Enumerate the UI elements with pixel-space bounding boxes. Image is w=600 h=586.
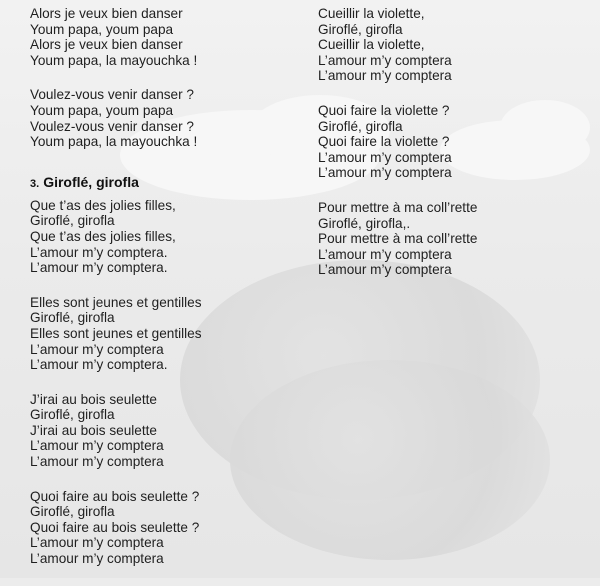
lyric-line: L’amour m’y comptera [318,149,452,165]
lyric-line: L’amour m’y comptera [318,68,452,84]
lyric-line: Giroflé, girofla [30,407,115,423]
lyric-line: L’amour m’y comptera [318,165,452,181]
lyric-line: Giroflé, girofla [30,310,115,326]
right-column [318,6,588,297]
lyric-line: Pour mettre à ma coll’rette [318,199,478,215]
lyric-line: Giroflé, girofla [30,504,115,520]
lyric-line: Quoi faire au bois seulette ? [30,519,200,535]
stanza [30,87,300,149]
lyric-line: Voulez-vous venir danser ? [30,87,194,103]
left-column [30,6,300,586]
lyric-line: L’amour m’y comptera [30,438,164,454]
lyric-line: Youm papa, la mayouchka ! [30,134,198,150]
lyric-line: Quoi faire la violette ? [318,134,450,150]
stanza [318,200,588,278]
lyric-line: Youm papa, youm papa [30,102,174,118]
stanza [318,103,588,181]
lyric-line: Alors je veux bien danser [30,37,183,53]
lyric-line: L’amour m’y comptera. [30,357,168,373]
lyric-line: Giroflé, girofla [318,21,403,37]
stanza [318,6,588,84]
song-heading [30,174,300,192]
lyric-line: Cueillir la violette, [318,37,425,53]
lyric-line: L’amour m’y comptera [30,454,164,470]
lyric-line: J’irai au bois seulette [30,422,157,438]
stanza [30,489,300,567]
lyric-line: L’amour m’y comptera. [30,260,168,276]
lyric-line: L’amour m’y comptera. [30,244,168,260]
lyric-line: Giroflé, girofla,. [318,215,411,231]
lyric-line: L’amour m’y comptera [30,341,164,357]
lyric-line: Youm papa, la mayouchka ! [30,52,198,68]
lyric-line: L’amour m’y comptera [30,551,164,567]
lyric-line: Que t’as des jolies filles, [30,228,176,244]
stanza [30,295,300,373]
song-title: Giroflé, girofla [43,173,139,190]
song-number: 3. [30,177,40,190]
lyric-line: Pour mettre à ma coll’rette [318,231,478,247]
lyric-line: Elles sont jeunes et gentilles [30,294,202,310]
lyric-line: Giroflé, girofla [318,118,403,134]
stanza [30,198,300,276]
stanza [30,6,300,68]
lyric-line: L’amour m’y comptera [318,262,452,278]
lyric-line: L’amour m’y comptera [30,535,164,551]
lyric-line: L’amour m’y comptera [318,52,452,68]
lyric-line: Cueillir la violette, [318,6,425,21]
lyric-line: Youm papa, youm papa [30,21,174,37]
lyric-line: Quoi faire la violette ? [318,102,450,118]
lyric-line: L’amour m’y comptera [318,246,452,262]
lyric-line: Elles sont jeunes et gentilles [30,325,202,341]
lyric-line: Voulez-vous venir danser ? [30,118,194,134]
lyric-line: Que t’as des jolies filles, [30,197,176,213]
lyric-line: Quoi faire au bois seulette ? [30,488,200,504]
lyric-line: J’irai au bois seulette [30,391,157,407]
stanza [30,392,300,470]
lyric-line: Giroflé, girofla [30,213,115,229]
lyric-line: Alors je veux bien danser [30,6,183,21]
